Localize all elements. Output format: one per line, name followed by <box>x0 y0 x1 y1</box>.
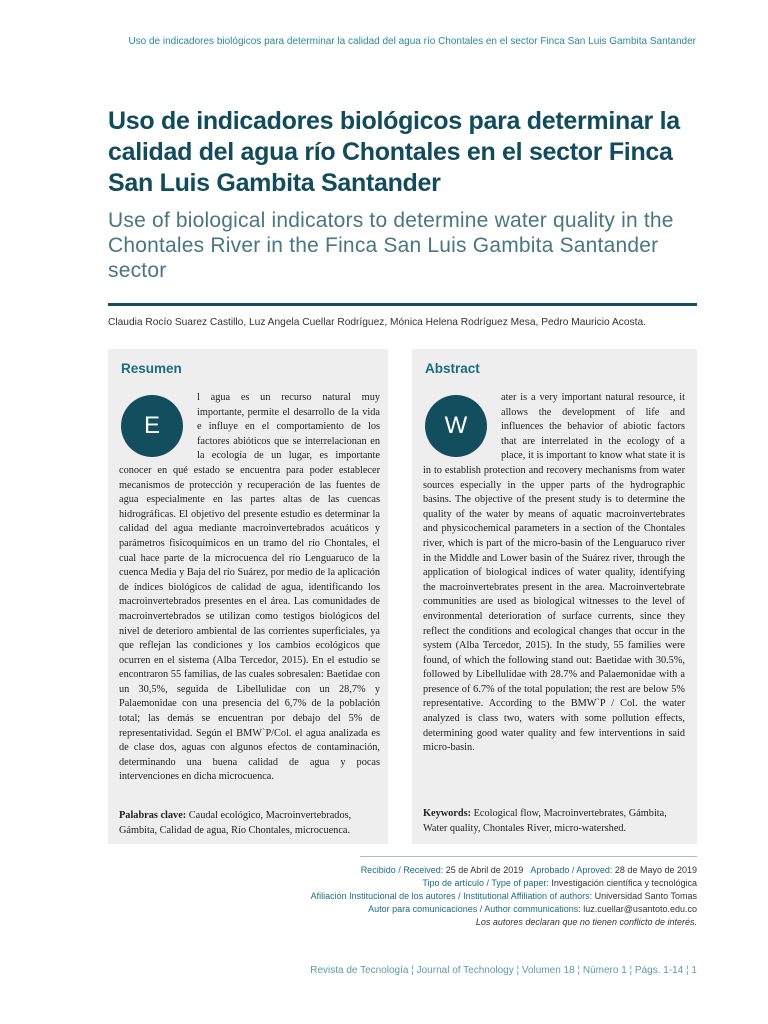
conflict-statement: Los autores declaran que no tienen conflicto de interés. <box>475 917 697 927</box>
meta-divider <box>360 856 697 857</box>
resumen-panel <box>108 349 388 844</box>
type-line <box>217 877 697 890</box>
received-line <box>217 864 697 877</box>
received-label: Recibido / Received: <box>360 865 444 875</box>
resumen-keywords <box>119 809 380 838</box>
resumen-text: l agua es un recurso natural muy importante, permite el desarrollo de la vida e influye en el comportamiento de los factores abióticos que se interrelacionan en la ecología de un lugar, es importante conocer en qué estado se encuentra para poder establecer mecanismos de protección y recuperación de las fuentes de agua especialmente en las partes altas de las cuencas hidrográficas. El objetivo del presente estudio es determinar la calidad del agua mediante macroinvertebrados acuáticos y parámetros fisicoquímicos en un tramo del río Chontales, el cual hace parte de la microcuenca del río Lenguaruco de la cuenca Media y Baja del río Suárez, por medio de la aplicación de índices biológicos de calidad de agua, identificando los macroinvertebrados presentes en el área. Las comunidades de macroinvertebrados se utilizan como testigos biológicos del nivel de deterioro ambiental de las corrientes superficiales, ya que reflejan las condiciones y los cambios ecológicos que ocurren en el sistema (Alba Tercedor, 2015). En el estudio se encontraron 55 familias, de las cuales sobresalen: Baetidae con un 30,5%, seguida de Libellulidae con un 28,7% y Palaemonidae con una presencia del 6,7% de la población total; las demás se encuentran por debajo del 5% de representatividad. Según el BMW`P/Col. el agua analizada es de clase dos, aguas con algunos efectos de contaminación, determinando una buena calidad de agua y pocas intervenciones en dicha microcuenca. <box>119 392 380 783</box>
approved-label: Aprobado / Aproved: <box>530 865 613 875</box>
contact-line <box>217 903 697 916</box>
abstract-text: ater is a very important natural resource, it allows the development of life and influences the behavior of abiotic factors that are interrelated in the ecology of a place, it is important to know what state it is in to establish protection and recovery mechanisms from water sources especially in the upper parts of the hydrographic basins. The objective of the present study is to determine the quality of the water by means of aquatic macroinvertebrates and physicochemical parameters in a section of the Chontales river, which is part of the micro-basin of the Lenguaruco river in the Middle and Lower basin of the Suárez river, through the application of biological indices of water quality, identifying the macroinvertebrates present in the area. Macroinvertebrate communities are used as biological witnesses to the level of environmental deterioration of surface currents, since they reflect the conditions and ecological changes that occur in the system (Alba Tercedor, 2015). In the study, 55 families were found, of which the following stand out: Baetidae with 30.5%, followed by Libellulidae with 28.7% and Palaemonidae with a presence of 6.7% of the total population; the rest are below 5% representative. According to the BMW`P / Col. the water analyzed is class two, waters with some pollution effects, determining good water quality and few interventions in said micro-basin. <box>423 392 685 754</box>
approved-date: 28 de Mayo de 2019 <box>614 865 697 875</box>
dropcap-w: W <box>425 395 487 457</box>
contact-email[interactable]: luz.cuellar@usantoto.edu.co <box>583 904 697 914</box>
dropcap-e: E <box>121 395 183 457</box>
article-metadata <box>217 864 697 929</box>
journal-footer: Revista de Tecnología ¦ Journal of Technology ¦ Volumen 18 ¦ Número 1 ¦ Págs. 1-14 ¦ 1 <box>310 965 697 976</box>
running-head: Uso de indicadores biológicos para determinar la calidad del agua río Chontales en el sector Finca San Luis Gambita Santander <box>128 36 696 47</box>
resumen-body <box>119 391 380 785</box>
abstract-heading: Abstract <box>425 361 480 376</box>
abstract-panel <box>412 349 697 844</box>
type-label: Tipo de artículo / Type of paper: <box>422 878 549 888</box>
author-list: Claudia Rocío Suarez Castillo, Luz Angela Cuellar Rodríguez, Mónica Helena Rodríguez Mesa, Pedro Mauricio Acosta. <box>108 317 646 328</box>
article-subtitle-english: Use of biological indicators to determine water quality in the Chontales River in the Finca San Luis Gambita Santander sector <box>108 209 674 282</box>
article-title: Uso de indicadores biológicos para determinar la calidad del agua río Chontales en el sector Finca San Luis Gambita Santander <box>108 107 680 197</box>
title-divider <box>108 303 697 306</box>
abstract-body <box>423 391 685 756</box>
abstract-keywords <box>423 807 685 836</box>
keywords-label: Keywords: <box>423 808 472 819</box>
affiliation-label: Afiliación Institucional de los autores / Institutional Affiliation of authors: <box>310 891 593 901</box>
keywords-values: Ecological flow, Macroinvertebrates, Gámbita, Water quality, Chontales River, micro-watershed. <box>423 808 667 834</box>
palabras-clave-values: Caudal ecológico, Macroinvertebrados, Gámbita, Calidad de agua, Río Chontales, microcuenca. <box>119 810 352 836</box>
resumen-heading: Resumen <box>121 361 182 376</box>
received-date: 25 de Abril de 2019 <box>445 865 524 875</box>
affiliation-value: Universidad Santo Tomas <box>594 891 697 901</box>
palabras-clave-label: Palabras clave: <box>119 810 187 821</box>
contact-label: Autor para comunicaciones / Author communications: <box>368 904 581 914</box>
affiliation-line <box>217 890 697 903</box>
type-value: Investigación científica y tecnológica <box>551 878 697 888</box>
